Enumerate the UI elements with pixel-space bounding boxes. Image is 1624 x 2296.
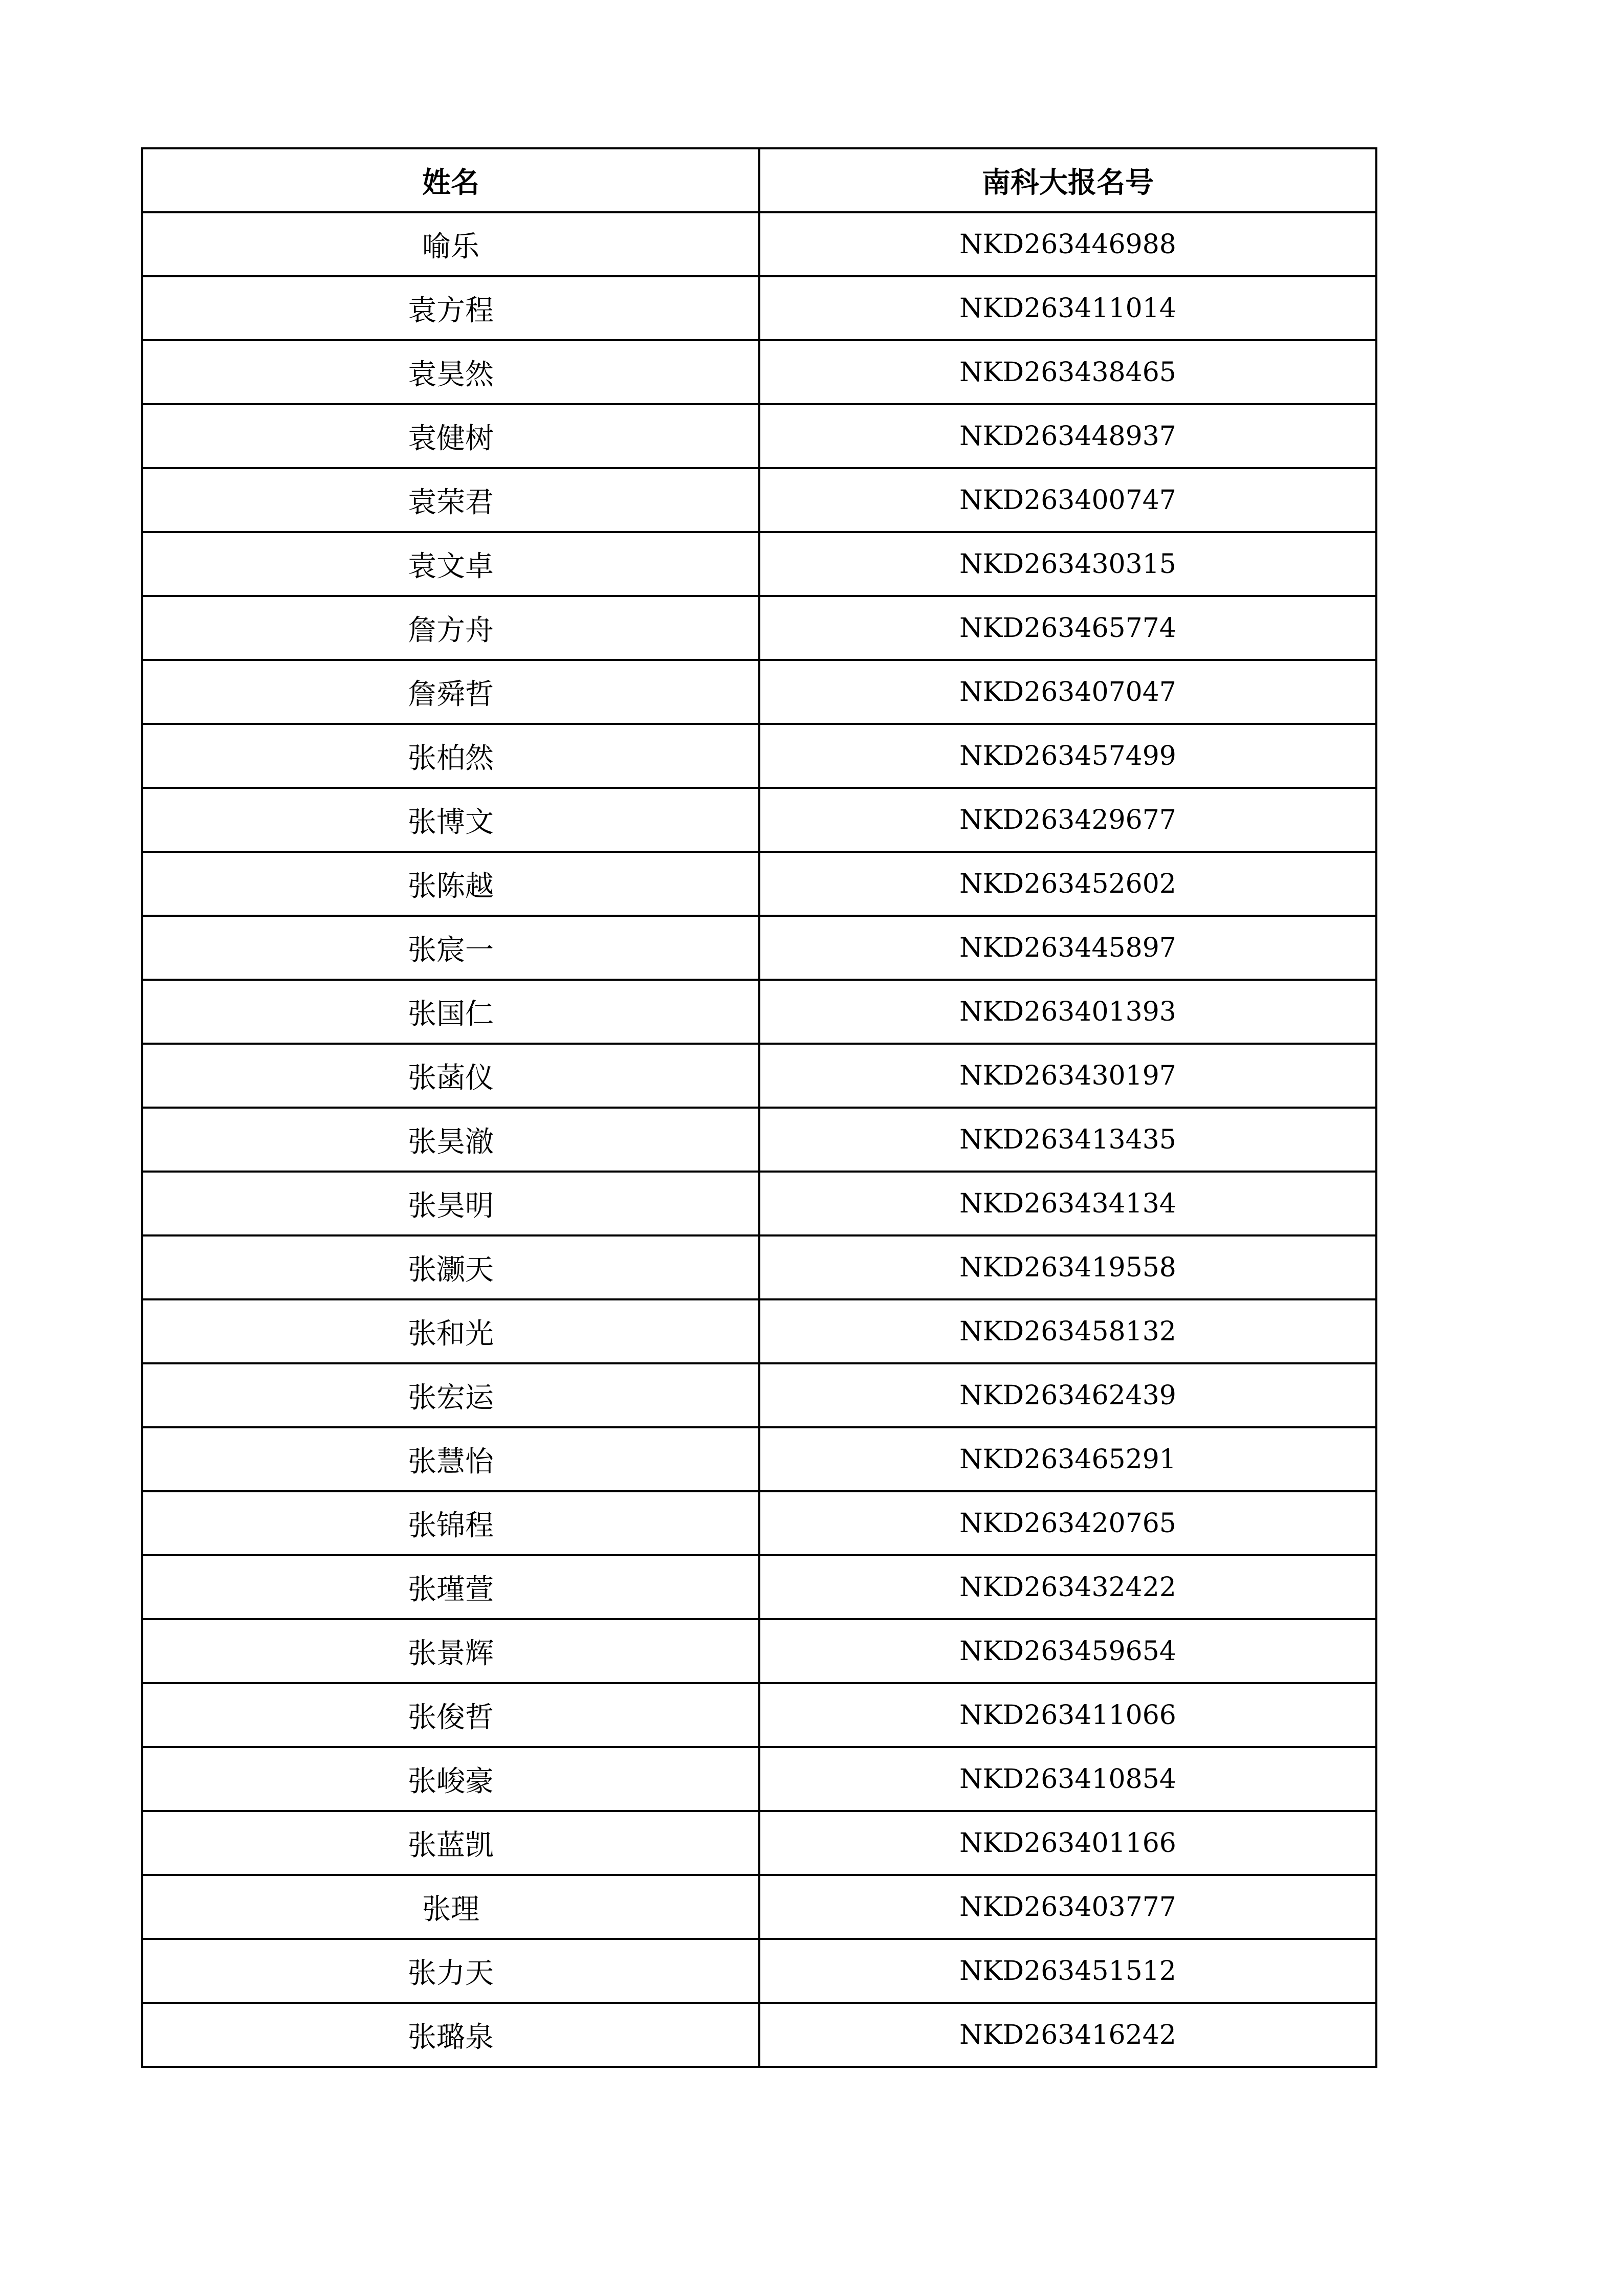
name-cell: 袁昊然	[142, 340, 759, 404]
registration-number-cell: NKD263410854	[759, 1747, 1376, 1811]
registration-number-cell: NKD263430197	[759, 1044, 1376, 1108]
table-row	[142, 1811, 1376, 1875]
table-row	[142, 1619, 1376, 1683]
name-cell: 喻乐	[142, 212, 759, 276]
registration-number-cell: NKD263452602	[759, 852, 1376, 916]
registration-number-cell: NKD263457499	[759, 724, 1376, 788]
registration-number-cell: NKD263416242	[759, 2003, 1376, 2067]
table-row	[142, 1555, 1376, 1619]
name-cell: 张力天	[142, 1939, 759, 2003]
registration-number-cell: NKD263445897	[759, 916, 1376, 980]
table-row	[142, 1044, 1376, 1108]
table-row	[142, 404, 1376, 468]
header-row	[142, 148, 1376, 212]
name-cell: 张璐泉	[142, 2003, 759, 2067]
registration-number-cell: NKD263465291	[759, 1427, 1376, 1491]
table-row	[142, 1363, 1376, 1427]
table-row	[142, 1683, 1376, 1747]
registration-number-cell: NKD263458132	[759, 1299, 1376, 1363]
registration-number-cell: NKD263400747	[759, 468, 1376, 532]
table-row	[142, 852, 1376, 916]
registration-number-cell: NKD263432422	[759, 1555, 1376, 1619]
table-body	[142, 212, 1376, 2067]
registration-number-cell: NKD263407047	[759, 660, 1376, 724]
name-cell: 张慧怡	[142, 1427, 759, 1491]
name-cell: 张理	[142, 1875, 759, 1939]
name-cell: 张博文	[142, 788, 759, 852]
name-cell: 张瑾萱	[142, 1555, 759, 1619]
registration-number-cell: NKD263420765	[759, 1491, 1376, 1555]
table-row	[142, 1939, 1376, 2003]
name-cell: 张柏然	[142, 724, 759, 788]
registration-number-cell: NKD263401393	[759, 980, 1376, 1044]
name-cell: 张俊哲	[142, 1683, 759, 1747]
registration-number-cell: NKD263411014	[759, 276, 1376, 340]
registration-number-cell: NKD263413435	[759, 1108, 1376, 1172]
table-row	[142, 1299, 1376, 1363]
name-cell: 张景辉	[142, 1619, 759, 1683]
registration-number-cell: NKD263419558	[759, 1235, 1376, 1299]
registration-number-cell: NKD263411066	[759, 1683, 1376, 1747]
table-row	[142, 724, 1376, 788]
table-row	[142, 532, 1376, 596]
table-row	[142, 276, 1376, 340]
registration-number-cell: NKD263438465	[759, 340, 1376, 404]
name-cell: 张宸一	[142, 916, 759, 980]
table-row	[142, 468, 1376, 532]
name-cell: 张菡仪	[142, 1044, 759, 1108]
table-row	[142, 1235, 1376, 1299]
registration-number-cell: NKD263459654	[759, 1619, 1376, 1683]
table-row	[142, 1747, 1376, 1811]
name-cell: 张和光	[142, 1299, 759, 1363]
name-cell: 张昊明	[142, 1172, 759, 1235]
registration-number-cell: NKD263451512	[759, 1939, 1376, 2003]
header-name: 姓名	[142, 148, 759, 212]
table-row	[142, 1172, 1376, 1235]
table-row	[142, 1108, 1376, 1172]
name-cell: 张灏天	[142, 1235, 759, 1299]
name-cell: 张锦程	[142, 1491, 759, 1555]
name-cell: 张昊澈	[142, 1108, 759, 1172]
registration-number-cell: NKD263401166	[759, 1811, 1376, 1875]
name-cell: 张宏运	[142, 1363, 759, 1427]
registration-number-cell: NKD263430315	[759, 532, 1376, 596]
table-row	[142, 1491, 1376, 1555]
table-row	[142, 340, 1376, 404]
name-cell: 袁方程	[142, 276, 759, 340]
table-row	[142, 1427, 1376, 1491]
registration-number-cell: NKD263462439	[759, 1363, 1376, 1427]
registration-number-cell: NKD263429677	[759, 788, 1376, 852]
table-row	[142, 660, 1376, 724]
table-row	[142, 788, 1376, 852]
table-header	[142, 148, 1376, 212]
name-cell: 袁文卓	[142, 532, 759, 596]
table-row	[142, 596, 1376, 660]
table-row	[142, 916, 1376, 980]
name-cell: 张峻豪	[142, 1747, 759, 1811]
table-row	[142, 1875, 1376, 1939]
registration-number-cell: NKD263465774	[759, 596, 1376, 660]
name-cell: 袁荣君	[142, 468, 759, 532]
registration-number-cell: NKD263446988	[759, 212, 1376, 276]
table-row	[142, 2003, 1376, 2067]
name-cell: 袁健树	[142, 404, 759, 468]
name-cell: 张国仁	[142, 980, 759, 1044]
name-cell: 詹舜哲	[142, 660, 759, 724]
header-registration-number: 南科大报名号	[759, 148, 1376, 212]
registration-number-cell: NKD263434134	[759, 1172, 1376, 1235]
name-cell: 张陈越	[142, 852, 759, 916]
name-cell: 张蓝凯	[142, 1811, 759, 1875]
table-row	[142, 980, 1376, 1044]
registration-number-cell: NKD263403777	[759, 1875, 1376, 1939]
roster-table	[141, 147, 1377, 2068]
table-row	[142, 212, 1376, 276]
registration-number-cell: NKD263448937	[759, 404, 1376, 468]
name-cell: 詹方舟	[142, 596, 759, 660]
